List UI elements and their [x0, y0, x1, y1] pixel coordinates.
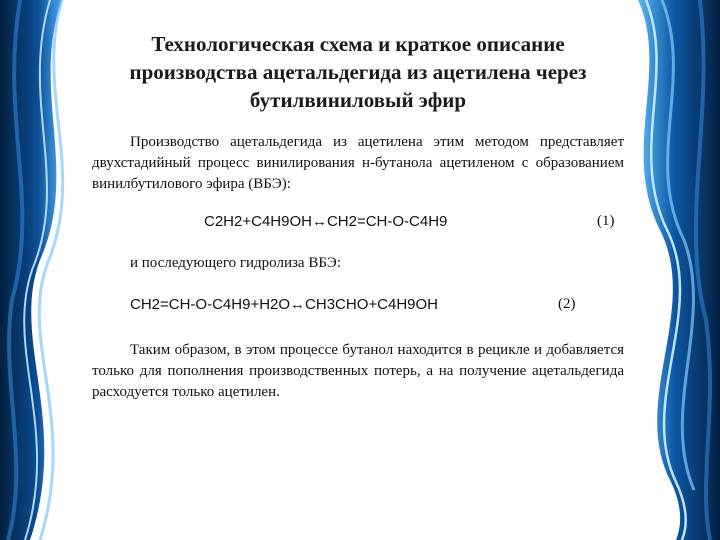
left-decorative-swirl	[0, 0, 88, 540]
intro-paragraph: Производство ацетальдегида из ацетилена этим методом представляет двухстадийный процесс винилирования н-бутанола ацетиленом с образованием винилбутилового эфира (ВБЭ):	[92, 134, 624, 192]
equation-1-formula: C2H2+C4H9OH↔CH2=CH-O-C4H9	[204, 213, 448, 230]
title-line-2: производства ацетальдегида из ацетилена через	[129, 60, 587, 84]
title-line-3: бутилвиниловый эфир	[249, 88, 467, 112]
conclusion-paragraph: Таким образом, в этом процессе бутанол находится в рецикле и добавляется только для пополнения производственных потерь, а на получение ацетальдегида расходуется только ацетилен.	[92, 342, 624, 400]
slide-content	[92, 30, 624, 403]
equation-2	[92, 296, 624, 318]
equation-1-number: (1)	[597, 213, 615, 229]
right-decorative-swirl	[610, 0, 720, 540]
equation-2-formula: CH2=CH-O-C4H9+H2O↔CH3CHO+C4H9OH	[130, 296, 438, 313]
title-line-1: Технологическая схема и краткое описание	[151, 32, 565, 56]
middle-paragraph: и последующего гидролиза ВБЭ:	[130, 255, 342, 271]
equation-1	[92, 213, 624, 235]
equation-2-number: (2)	[558, 296, 576, 312]
slide-title	[92, 30, 624, 114]
